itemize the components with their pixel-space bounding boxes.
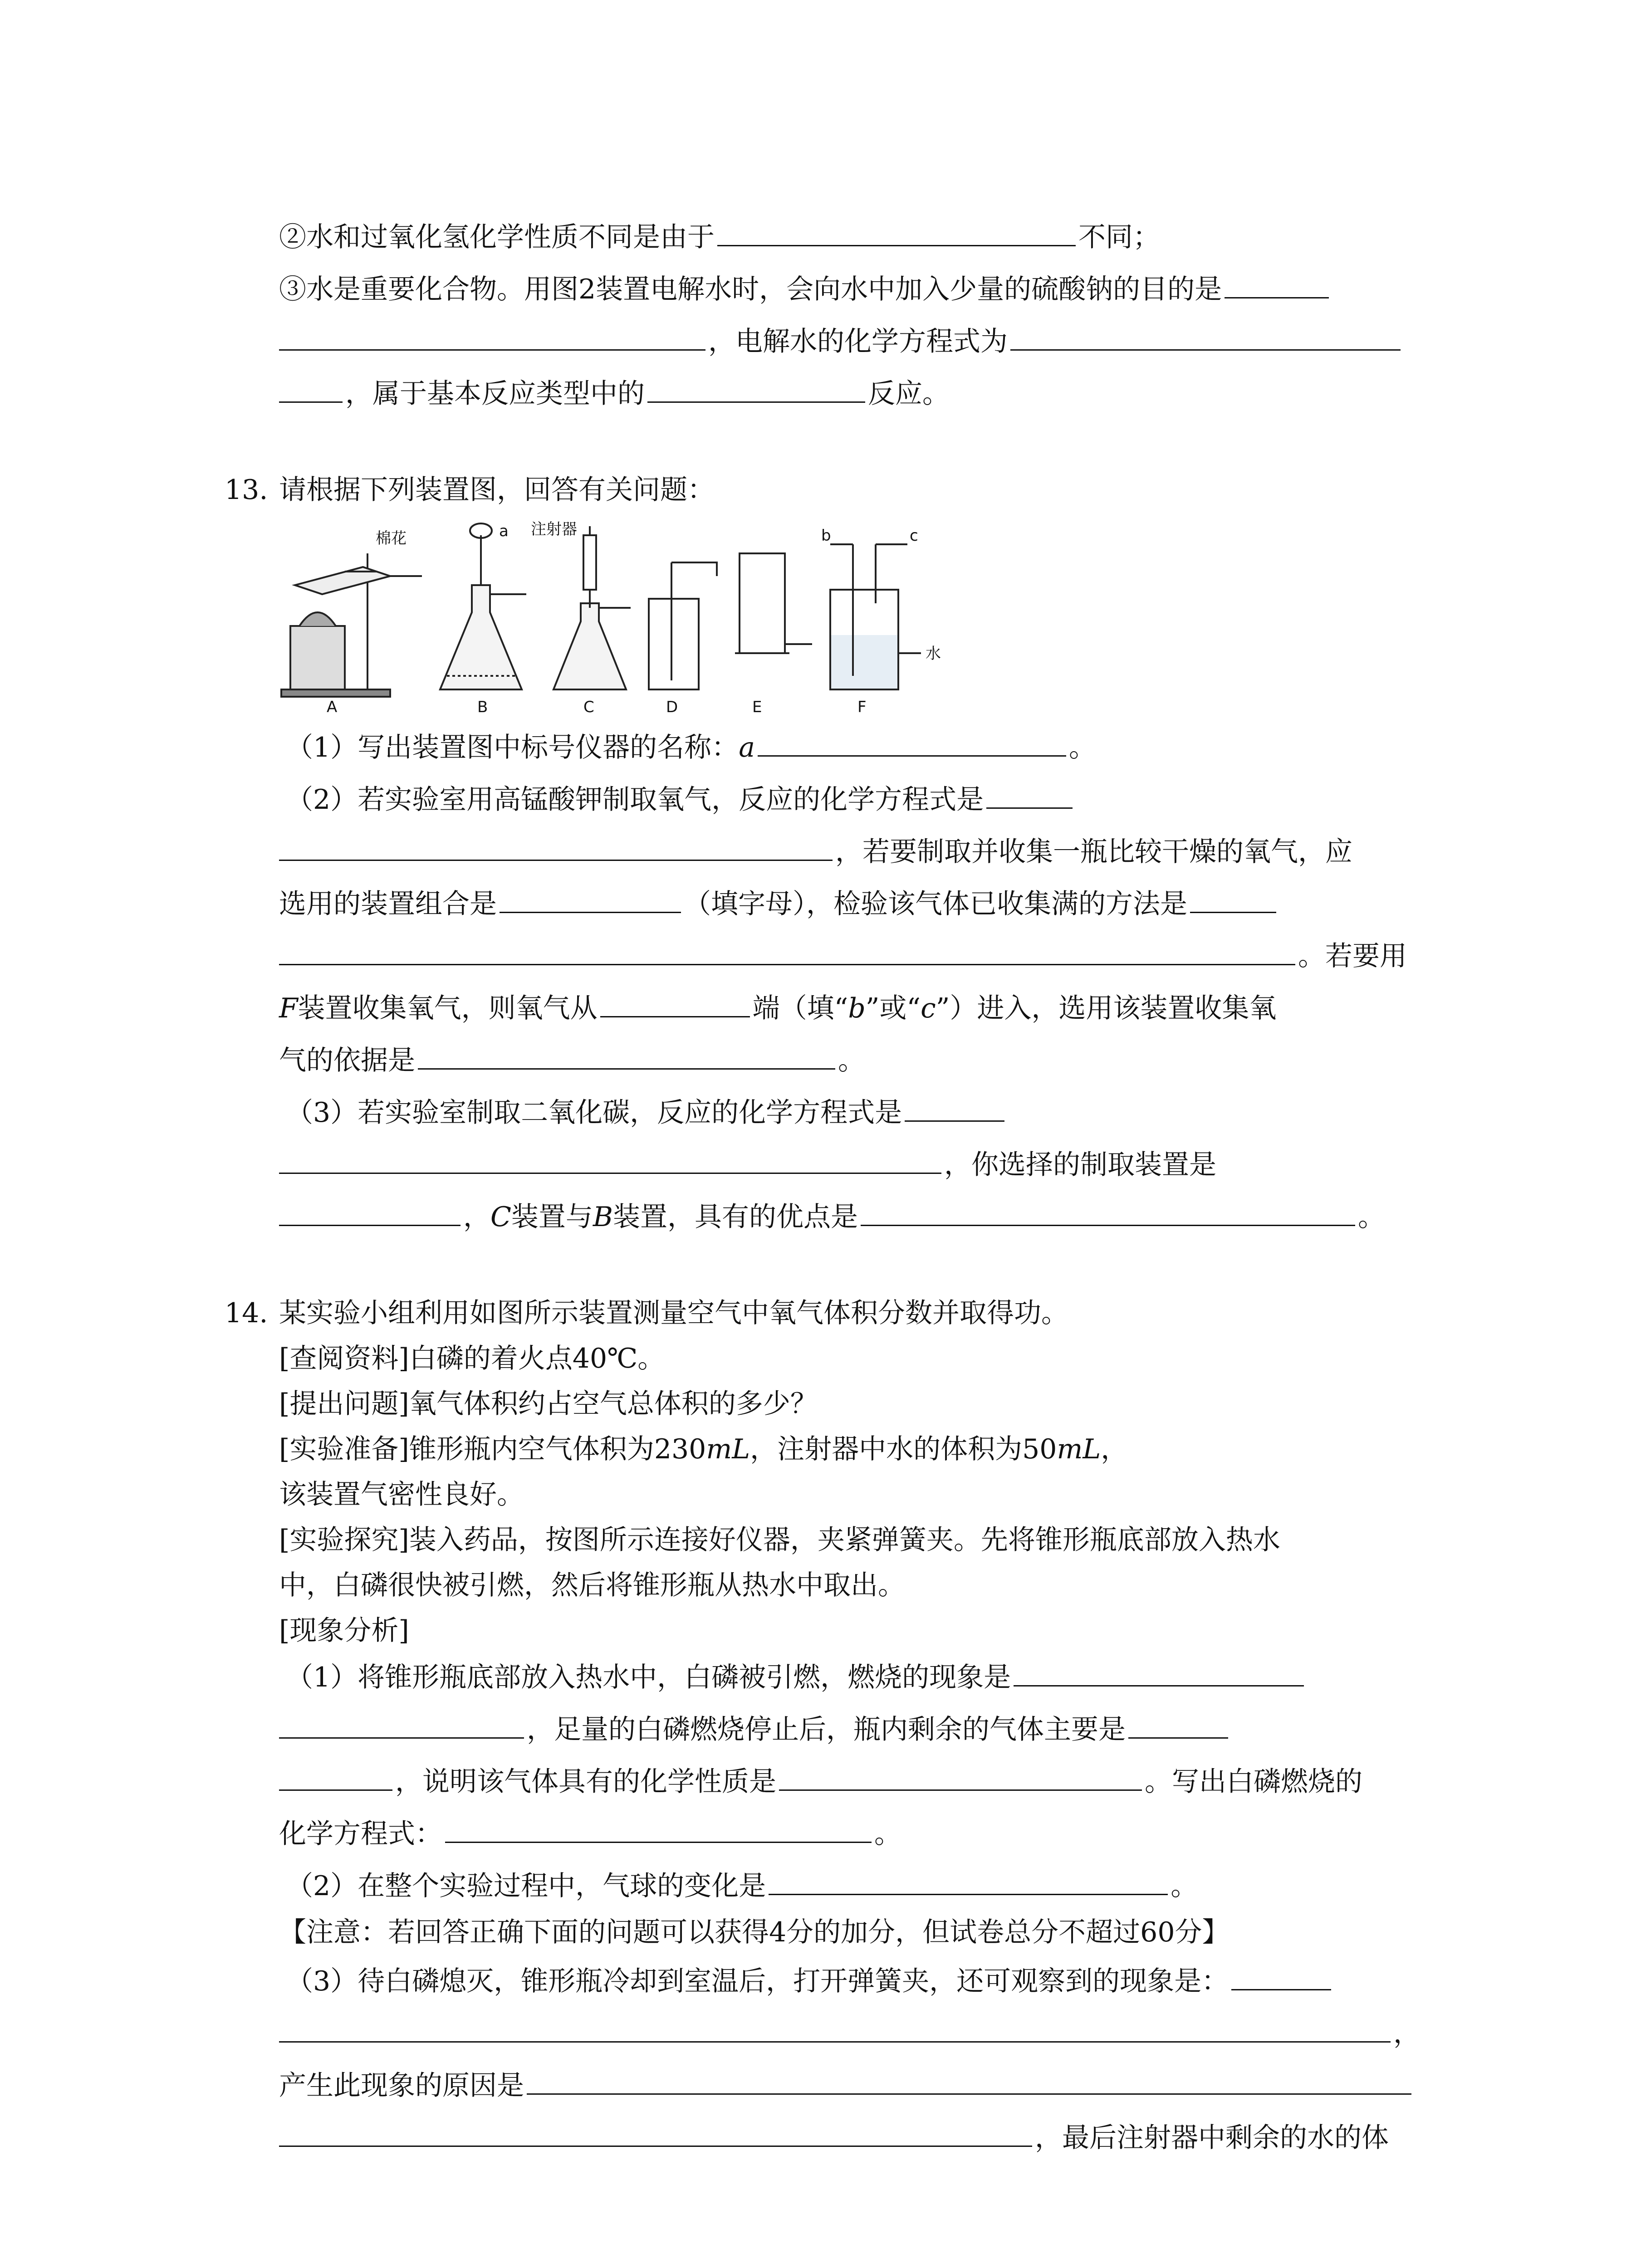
q14-text: [实验准备]锥形瓶内空气体积为230 <box>279 1433 706 1465</box>
q13-text: （1）写出装置图中标号仪器的名称： <box>286 732 739 763</box>
answer-blank[interactable] <box>500 880 681 913</box>
answer-blank[interactable] <box>279 1141 941 1174</box>
label-B: B <box>477 698 488 716</box>
q14-text: 。写出白磷燃烧的 <box>1145 1766 1362 1798</box>
answer-blank[interactable] <box>279 318 705 351</box>
q13-text: 端（填“ <box>752 992 848 1024</box>
answer-blank[interactable] <box>861 1193 1355 1226</box>
q13-text: ”或“ <box>865 992 921 1024</box>
q12-text: 反应。 <box>868 378 950 410</box>
q13-text: 。 <box>1358 1201 1386 1233</box>
q13-var: c <box>921 992 936 1024</box>
q14-prep-line-1 <box>279 1427 1128 1472</box>
q12-line-3 <box>279 318 1403 363</box>
q13-part-3-line-1 <box>286 1089 1007 1134</box>
q12-text: ，属于基本反应类型中的 <box>345 378 645 410</box>
answer-blank[interactable] <box>279 2114 1032 2147</box>
q12-text: ②水和过氧化氢化学性质不同是由于 <box>279 221 715 253</box>
q13-text: ，你选择的制取装置是 <box>944 1149 1216 1181</box>
q14-text: 该装置气密性良好。 <box>279 1479 524 1510</box>
label-a: a <box>499 522 509 540</box>
apparatus-figure <box>272 517 962 717</box>
q13-text: 选用的装置组合是 <box>279 888 497 920</box>
q14-part-2 <box>286 1862 1198 1907</box>
answer-blank[interactable] <box>1225 265 1329 298</box>
q13-text: 装置收集氧气，则氧气从 <box>298 992 598 1024</box>
answer-blank[interactable] <box>1010 318 1401 351</box>
q14-text: [实验探究]装入药品，按图所示连接好仪器，夹紧弹簧夹。先将锥形瓶底部放入热水 <box>279 1524 1280 1556</box>
q12-line-2 <box>279 265 1332 311</box>
q14-text: 化学方程式： <box>279 1818 442 1850</box>
label-C: C <box>583 698 594 716</box>
q13-text: （填字母），检验该气体已收集满的方法是 <box>684 888 1187 920</box>
q13-text: ， <box>463 1201 490 1233</box>
q13-text: 装置，具有的优点是 <box>613 1201 858 1233</box>
q14-explore-line-2 <box>279 1563 905 1608</box>
q13-part-2-line-6 <box>279 1036 865 1082</box>
question-number: 13. <box>225 474 268 506</box>
answer-blank[interactable] <box>445 1810 872 1843</box>
q14-text: 中，白磷很快被引燃，然后将锥形瓶从热水中取出。 <box>279 1569 905 1601</box>
answer-blank[interactable] <box>1014 1653 1304 1686</box>
q13-part-3-line-2 <box>279 1141 1216 1186</box>
question-intro: 某实验小组利用如图所示装置测量空气中氧气体积分数并取得功。 <box>279 1297 1068 1329</box>
q14-note <box>279 1910 1230 1955</box>
answer-blank[interactable] <box>279 1758 392 1791</box>
q14-text: ，注射器中水的体积为50 <box>750 1433 1057 1465</box>
answer-blank[interactable] <box>600 984 750 1017</box>
q13-text: （3）若实验室制取二氧化碳，反应的化学方程式是 <box>286 1097 902 1129</box>
q12-text: 不同； <box>1078 221 1160 253</box>
label-cotton: 棉花 <box>376 529 407 547</box>
q14-part-3-line-4 <box>279 2114 1389 2159</box>
label-b: b <box>821 527 831 545</box>
answer-blank[interactable] <box>1128 1706 1228 1739</box>
q14-text: [现象分析] <box>279 1615 409 1647</box>
answer-blank[interactable] <box>279 1706 524 1739</box>
answer-blank[interactable] <box>779 1758 1142 1791</box>
q14-explore-line-1 <box>279 1517 1280 1563</box>
apparatus-c <box>554 526 631 689</box>
label-E: E <box>752 698 762 716</box>
q13-var: B <box>593 1201 613 1233</box>
q14-text: 。 <box>874 1818 901 1850</box>
label-water: 水 <box>926 645 941 663</box>
answer-blank[interactable] <box>527 2062 1411 2095</box>
q13-text: 。 <box>1068 732 1096 763</box>
q13-var: C <box>490 1201 511 1233</box>
question-intro: 请根据下列装置图，回答有关问题： <box>279 474 715 506</box>
q14-part-1-line-2 <box>279 1706 1231 1751</box>
q12-line-1 <box>279 213 1160 259</box>
q13-text: ，若要制取并收集一瓶比较干燥的氧气，应 <box>835 836 1352 868</box>
answer-blank[interactable] <box>279 1193 460 1226</box>
label-A: A <box>327 698 338 716</box>
q13-text: 气的依据是 <box>279 1045 415 1076</box>
answer-blank[interactable] <box>279 370 343 403</box>
answer-blank[interactable] <box>1190 880 1276 913</box>
answer-blank[interactable] <box>717 213 1076 246</box>
answer-blank[interactable] <box>1231 1957 1331 1990</box>
q14-part-3-line-2 <box>279 2009 1421 2055</box>
q13-part-2-line-1 <box>286 776 1075 821</box>
apparatus-a <box>281 553 422 697</box>
answer-blank[interactable] <box>418 1036 835 1070</box>
q13-text: 。 <box>838 1045 865 1076</box>
q13-text: （2）若实验室用高锰酸钾制取氧气，反应的化学方程式是 <box>286 784 984 816</box>
q14-text: [提出问题]氧气体积约占空气总体积的多少？ <box>279 1388 818 1420</box>
apparatus-diagram <box>272 517 962 717</box>
q13-text: 装置与 <box>511 1201 593 1233</box>
apparatus-b <box>440 523 526 689</box>
q14-text: ， <box>1101 1433 1128 1465</box>
apparatus-f <box>830 544 921 689</box>
answer-blank[interactable] <box>769 1862 1168 1895</box>
answer-blank[interactable] <box>647 370 865 403</box>
q14-part-3-line-1 <box>286 1957 1334 2003</box>
q14-question <box>279 1381 818 1427</box>
q13-part-2-line-2 <box>279 828 1352 873</box>
q14-part-1-line-1 <box>286 1653 1307 1699</box>
q14-text: ， <box>1393 2018 1421 2049</box>
q12-text: ③水是重要化合物。用图2装置电解水时，会向水中加入少量的硫酸钠的目的是 <box>279 274 1222 305</box>
answer-blank[interactable] <box>905 1089 1004 1122</box>
q14-part-1-line-4 <box>279 1810 901 1855</box>
q14-info <box>279 1336 665 1381</box>
q14-text: 产生此现象的原因是 <box>279 2070 524 2102</box>
q13-part-2-line-5 <box>279 984 1276 1030</box>
apparatus-d <box>649 562 717 689</box>
answer-blank[interactable] <box>279 932 1295 965</box>
answer-blank[interactable] <box>758 723 1066 757</box>
q14-unit: mL <box>1057 1433 1101 1465</box>
question-number: 14. <box>225 1297 268 1329</box>
q14-analysis <box>279 1608 409 1653</box>
label-D: D <box>666 698 678 716</box>
q14-unit: mL <box>706 1433 750 1465</box>
q12-line-4 <box>279 370 950 415</box>
q14-text: （2）在整个实验过程中，气球的变化是 <box>286 1870 766 1902</box>
q13-var: b <box>848 992 866 1024</box>
q14-text: [查阅资料]白磷的着火点40℃。 <box>279 1343 665 1374</box>
q14-text: ，说明该气体具有的化学性质是 <box>395 1766 776 1798</box>
q13-part-3-line-3 <box>279 1193 1385 1238</box>
apparatus-e <box>735 553 812 653</box>
q13-var: a <box>739 732 755 763</box>
q12-text: ，电解水的化学方程式为 <box>708 326 1008 357</box>
q13-part-2-line-4 <box>279 932 1407 978</box>
q14-part-3-line-3 <box>279 2062 1414 2107</box>
q13-text: 。若要用 <box>1298 940 1407 972</box>
q13-text: ”）进入，选用该装置收集氧 <box>936 992 1277 1024</box>
answer-blank[interactable] <box>279 828 833 861</box>
q14-text: 。 <box>1171 1870 1198 1902</box>
label-c: c <box>910 527 918 545</box>
q14-heading <box>225 1290 1068 1336</box>
q14-text: （1）将锥形瓶底部放入热水中，白磷被引燃，燃烧的现象是 <box>286 1662 1011 1693</box>
q14-prep-line-2 <box>279 1472 524 1517</box>
q13-heading <box>225 467 715 513</box>
answer-blank[interactable] <box>279 2009 1391 2043</box>
label-syringe: 注射器 <box>531 520 577 538</box>
q14-part-1-line-3 <box>279 1758 1362 1803</box>
q14-text: ，足量的白磷燃烧停止后，瓶内剩余的气体主要是 <box>527 1714 1126 1745</box>
answer-blank[interactable] <box>986 776 1073 809</box>
q13-part-1 <box>286 723 1096 769</box>
bonus-note: 【注意：若回答正确下面的问题可以获得4分的加分，但试卷总分不超过60分】 <box>279 1916 1230 1948</box>
q14-text: （3）待白磷熄灭，锥形瓶冷却到室温后，打开弹簧夹，还可观察到的现象是： <box>286 1965 1229 1997</box>
q13-var: F <box>279 992 298 1024</box>
q14-text: ，最后注射器中剩余的水的体 <box>1035 2122 1389 2154</box>
q13-part-2-line-3 <box>279 880 1279 925</box>
label-F: F <box>857 698 867 716</box>
